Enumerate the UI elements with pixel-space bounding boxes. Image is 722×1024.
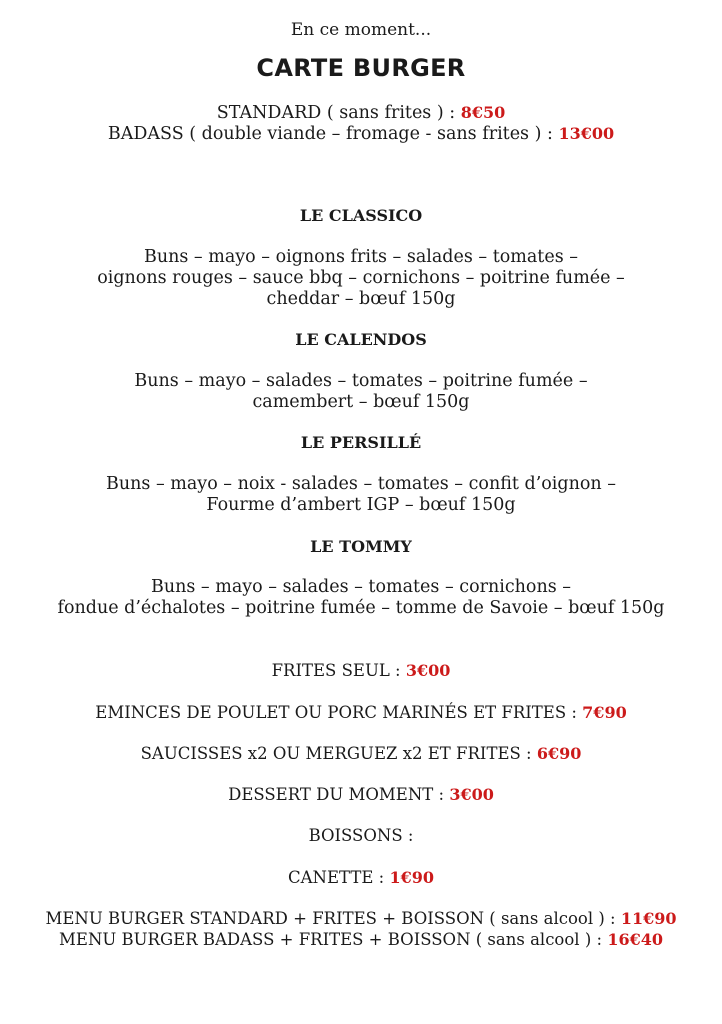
burger-ingredients-line: camembert – bœuf 150g [252, 392, 470, 412]
extra-line-dessert [0, 784, 722, 805]
extra-price: 7€90 [582, 703, 627, 722]
burger-ingredients-line: Buns – mayo – oignons frits – salades – tomates – [143, 247, 578, 267]
extra-label: EMINCES DE POULET OU PORC MARINÉS ET FRITES : [95, 703, 583, 722]
menu-line-standard [0, 908, 722, 929]
page-title: CARTE BURGER [256, 54, 466, 82]
burger-name-tommy: LE TOMMY [310, 537, 412, 556]
price-line-badass [0, 123, 722, 145]
drink-label: CANETTE : [288, 868, 390, 887]
intro-text: En ce moment... [290, 20, 432, 40]
extra-label: DESSERT DU MOMENT : [228, 785, 450, 804]
burger-name-classico: LE CLASSICO [299, 206, 423, 225]
drinks-heading: BOISSONS : [308, 826, 414, 845]
burger-ingredients-line: Buns – mayo – salades – tomates – poitrine fumée – [134, 371, 588, 391]
drink-price: 1€90 [389, 868, 434, 887]
extra-line-frites [0, 660, 722, 681]
burger-name-calendos: LE CALENDOS [295, 330, 427, 349]
price-label: STANDARD ( sans frites ) : [216, 103, 461, 123]
price-value: 13€00 [558, 124, 615, 143]
burger-ingredients-line: fondue d’échalotes – poitrine fumée – tomme de Savoie – bœuf 150g [57, 598, 665, 618]
burger-ingredients-line: Buns – mayo – noix - salades – tomates – confit d’oignon – [106, 474, 616, 494]
burger-ingredients-line: cheddar – bœuf 150g [266, 289, 456, 309]
extra-label: SAUCISSES x2 OU MERGUEZ x2 ET FRITES : [140, 744, 537, 763]
burger-ingredients-line: oignons rouges – sauce bbq – cornichons – poitrine fumée – [97, 268, 625, 288]
price-label: BADASS ( double viande – fromage - sans frites ) : [107, 124, 559, 144]
burger-name-persille: LE PERSILLÉ [300, 433, 422, 452]
price-line-standard [0, 102, 722, 124]
menu-line-badass [0, 929, 722, 950]
extra-price: 6€90 [536, 744, 582, 763]
extra-label: FRITES SEUL : [271, 661, 406, 680]
extra-line-saucisses [0, 743, 722, 764]
menu-price: 11€90 [620, 909, 677, 928]
burger-ingredients-line: Buns – mayo – salades – tomates – cornichons – [150, 577, 572, 597]
price-value: 8€50 [460, 103, 506, 122]
extra-price: 3€00 [449, 785, 494, 804]
burger-ingredients-line: Fourme d’ambert IGP – bœuf 150g [206, 495, 516, 515]
menu-price: 16€40 [607, 930, 663, 949]
extra-price: 3€00 [405, 661, 451, 680]
extra-line-eminces [0, 702, 722, 723]
menu-label: MENU BURGER STANDARD + FRITES + BOISSON ( sans alcool ) : [45, 909, 621, 928]
drink-line-canette [0, 867, 722, 888]
menu-label: MENU BURGER BADASS + FRITES + BOISSON ( sans alcool ) : [59, 930, 608, 949]
